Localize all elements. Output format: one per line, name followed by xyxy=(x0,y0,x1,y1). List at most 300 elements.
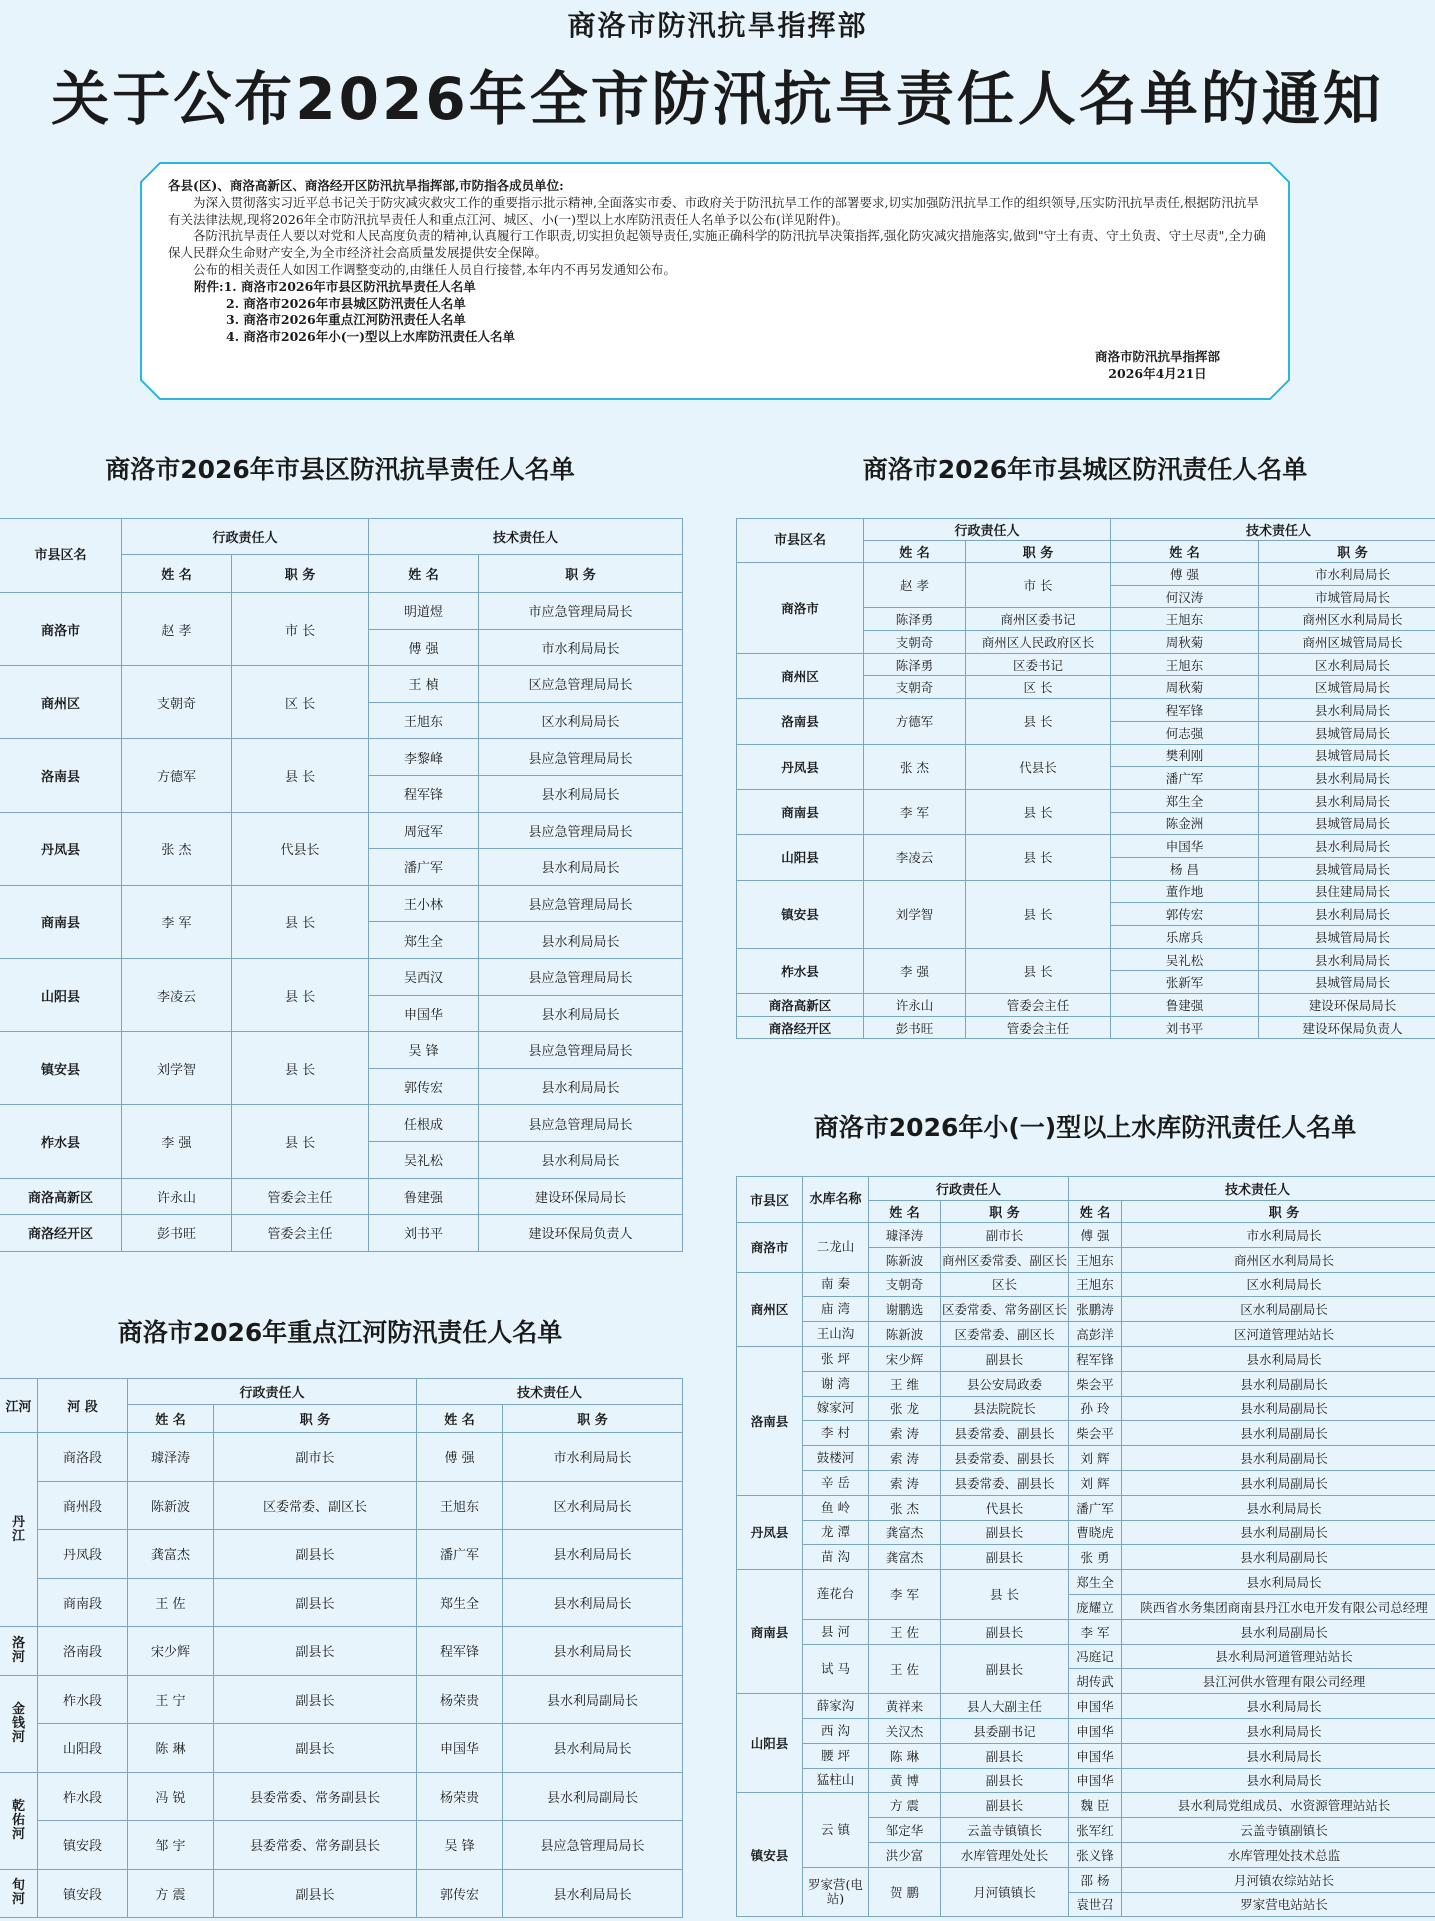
admin-name-cell: 支朝奇 xyxy=(864,676,966,699)
admin-name-cell: 彭书旺 xyxy=(864,1016,966,1039)
admin-name-cell: 方 震 xyxy=(869,1793,941,1818)
tech-name-cell: 申国华 xyxy=(1111,835,1259,858)
admin-name-cell: 陈泽勇 xyxy=(864,653,966,676)
county-cell: 商洛市 xyxy=(737,563,864,654)
tech-name-cell: 杨 昌 xyxy=(1111,857,1259,880)
table-row xyxy=(0,1481,683,1530)
admin-post-cell: 副县长 xyxy=(941,1545,1069,1570)
tech-name-cell: 胡传武 xyxy=(1069,1669,1122,1694)
table-row xyxy=(737,1421,1435,1446)
table-row xyxy=(737,1322,1435,1347)
admin-name-cell: 陈新波 xyxy=(128,1481,214,1530)
county-cell: 丹凤县 xyxy=(737,744,864,789)
admin-name-cell: 王 佐 xyxy=(869,1619,941,1644)
admin-name-cell: 李 强 xyxy=(122,1105,232,1178)
admin-post-cell: 区 长 xyxy=(966,676,1111,699)
col-header-admin: 行政责任人 xyxy=(122,519,369,555)
tech-post-cell: 县水利局局长 xyxy=(1259,948,1435,971)
admin-name-cell: 龚富杰 xyxy=(128,1530,214,1579)
table-row xyxy=(737,1446,1435,1471)
tech-post-cell: 县水利局局长 xyxy=(1122,1495,1435,1520)
tech-post-cell: 建设环保局负责人 xyxy=(479,1215,683,1252)
admin-name-cell: 宋少辉 xyxy=(128,1627,214,1676)
tech-post-cell: 县水利局局长 xyxy=(1259,767,1435,790)
tech-post-cell: 县水利局党组成员、水资源管理站站长 xyxy=(1122,1793,1435,1818)
admin-name-cell: 索 涛 xyxy=(869,1421,941,1446)
admin-post-cell: 副县长 xyxy=(941,1793,1069,1818)
notice-attachment: 2. 商洛市2026年市县城区防汛责任人名单 xyxy=(226,295,466,311)
county-cell: 柞水县 xyxy=(737,948,864,993)
tech-name-cell: 申国华 xyxy=(1069,1694,1122,1719)
section-cell: 洛南段 xyxy=(38,1627,128,1676)
admin-post-cell: 副县长 xyxy=(941,1619,1069,1644)
col-header-tech: 技术责任人 xyxy=(369,519,683,555)
tech-name-cell: 袁世召 xyxy=(1069,1892,1122,1917)
tech-post-cell: 区水利局局长 xyxy=(1259,653,1435,676)
tech-post-cell: 县水利局副局长 xyxy=(1122,1421,1435,1446)
tech-post-cell: 市水利局局长 xyxy=(1259,563,1435,586)
col-header-admin: 行政责任人 xyxy=(128,1379,417,1405)
admin-name-cell: 黄祥来 xyxy=(869,1694,941,1719)
reservoir-name-cell: 西 沟 xyxy=(803,1718,869,1743)
admin-post-cell: 区委常委、常务副区长 xyxy=(941,1297,1069,1322)
admin-name-cell: 彭书旺 xyxy=(122,1215,232,1252)
table2-urban-flood-responsible xyxy=(736,518,1435,1039)
admin-post-cell: 代县长 xyxy=(941,1495,1069,1520)
table3-river-flood-responsible xyxy=(0,1378,683,1918)
admin-post-cell: 副县长 xyxy=(941,1520,1069,1545)
tech-post-cell: 县水利局副局长 xyxy=(1122,1619,1435,1644)
tech-post-cell: 县应急管理局局长 xyxy=(479,885,683,922)
table-row xyxy=(0,958,683,995)
tech-name-cell: 郑生全 xyxy=(369,922,479,959)
county-cell: 柞水县 xyxy=(0,1105,122,1178)
table-row xyxy=(737,835,1435,858)
tech-name-cell: 冯庭记 xyxy=(1069,1644,1122,1669)
tech-name-cell: 潘广军 xyxy=(417,1530,503,1579)
tech-post-cell: 县水利局局长 xyxy=(1122,1743,1435,1768)
admin-name-cell: 李 军 xyxy=(864,789,966,834)
tech-post-cell: 县水利局副局长 xyxy=(503,1675,683,1724)
reservoir-name-cell: 鼓楼河 xyxy=(803,1446,869,1471)
admin-name-cell: 陈 琳 xyxy=(128,1724,214,1773)
table-row xyxy=(0,1627,683,1676)
table3-title: 商洛市2026年重点江河防汛责任人名单 xyxy=(117,1318,563,1347)
county-cell: 镇安县 xyxy=(737,880,864,948)
tech-post-cell: 县水利局局长 xyxy=(503,1724,683,1773)
col-header-name: 姓 名 xyxy=(128,1405,214,1433)
admin-post-cell: 县 长 xyxy=(966,789,1111,834)
tech-post-cell: 商州区城管局局长 xyxy=(1259,631,1435,654)
tech-name-cell: 王旭东 xyxy=(1111,608,1259,631)
admin-post-cell: 副县长 xyxy=(214,1869,417,1918)
county-cell: 商洛经开区 xyxy=(737,1016,864,1039)
admin-post-cell: 副县长 xyxy=(941,1644,1069,1694)
admin-name-cell: 方德军 xyxy=(122,739,232,812)
reservoir-name-cell: 南 秦 xyxy=(803,1272,869,1297)
admin-post-cell: 市 长 xyxy=(966,563,1111,608)
tech-post-cell: 市应急管理局局长 xyxy=(479,593,683,630)
tech-name-cell: 郑生全 xyxy=(1111,789,1259,812)
admin-name-cell: 黄 博 xyxy=(869,1768,941,1793)
tech-name-cell: 程军锋 xyxy=(417,1627,503,1676)
tech-name-cell: 潘广军 xyxy=(1069,1495,1122,1520)
tech-name-cell: 刘 辉 xyxy=(1069,1470,1122,1495)
admin-name-cell: 索 涛 xyxy=(869,1470,941,1495)
admin-post-cell: 县委常委、常务副县长 xyxy=(214,1821,417,1870)
tech-name-cell: 王旭东 xyxy=(1069,1272,1122,1297)
tech-post-cell: 商州区水利局局长 xyxy=(1259,608,1435,631)
admin-post-cell: 副市长 xyxy=(214,1433,417,1482)
tech-name-cell: 程军锋 xyxy=(369,775,479,812)
admin-post-cell: 月河镇镇长 xyxy=(941,1867,1069,1917)
admin-post-cell: 副县长 xyxy=(941,1743,1069,1768)
admin-post-cell: 代县长 xyxy=(232,812,369,885)
tech-name-cell: 周秋菊 xyxy=(1111,631,1259,654)
table-row xyxy=(737,563,1435,586)
table1-county-flood-responsible xyxy=(0,518,683,1252)
tech-post-cell: 区河道管理站站长 xyxy=(1122,1322,1435,1347)
admin-post-cell: 副县长 xyxy=(214,1530,417,1579)
tech-post-cell: 县应急管理局局长 xyxy=(479,1032,683,1069)
table-row xyxy=(737,1346,1435,1371)
col-header-reservoir: 水库名称 xyxy=(803,1177,869,1223)
col-header-section: 河 段 xyxy=(38,1379,128,1433)
reservoir-name-cell: 苗 沟 xyxy=(803,1545,869,1570)
tech-name-cell: 刘 辉 xyxy=(1069,1446,1122,1471)
tech-name-cell: 潘广军 xyxy=(1111,767,1259,790)
admin-post-cell: 县 长 xyxy=(966,835,1111,880)
col-header-name: 姓 名 xyxy=(122,555,232,593)
admin-name-cell: 谢鹏选 xyxy=(869,1297,941,1322)
section-cell: 商州段 xyxy=(38,1481,128,1530)
tech-post-cell: 区城管局局长 xyxy=(1259,676,1435,699)
tech-name-cell: 程军锋 xyxy=(1069,1346,1122,1371)
county-cell: 商州区 xyxy=(737,653,864,698)
tech-post-cell: 县水利局局长 xyxy=(479,849,683,886)
tech-post-cell: 区水利局副局长 xyxy=(1122,1297,1435,1322)
admin-name-cell: 陈泽勇 xyxy=(864,608,966,631)
admin-name-cell: 邹 宇 xyxy=(128,1821,214,1870)
table-row xyxy=(737,1371,1435,1396)
tech-name-cell: 郭传宏 xyxy=(1111,903,1259,926)
admin-post-cell: 县委常委、常务副县长 xyxy=(214,1772,417,1821)
admin-post-cell: 管委会主任 xyxy=(232,1178,369,1215)
county-cell: 洛南县 xyxy=(0,739,122,812)
tech-name-cell: 樊利刚 xyxy=(1111,744,1259,767)
tech-name-cell: 郑生全 xyxy=(417,1578,503,1627)
tech-name-cell: 明道煜 xyxy=(369,593,479,630)
tech-name-cell: 郭传宏 xyxy=(417,1869,503,1918)
admin-name-cell: 张 杰 xyxy=(869,1495,941,1520)
tech-name-cell: 任根成 xyxy=(369,1105,479,1142)
table-row xyxy=(737,1223,1435,1248)
reservoir-name-cell: 二龙山 xyxy=(803,1223,869,1273)
tech-post-cell: 县水利局局长 xyxy=(1122,1694,1435,1719)
admin-post-cell: 副县长 xyxy=(214,1724,417,1773)
tech-name-cell: 申国华 xyxy=(1069,1768,1122,1793)
admin-post-cell: 市 长 xyxy=(232,593,369,666)
admin-name-cell: 陈新波 xyxy=(869,1247,941,1272)
reservoir-name-cell: 薛家沟 xyxy=(803,1694,869,1719)
admin-name-cell: 李 军 xyxy=(122,885,232,958)
county-cell: 镇安县 xyxy=(0,1032,122,1105)
admin-post-cell: 副县长 xyxy=(941,1346,1069,1371)
tech-post-cell: 县住建局局长 xyxy=(1259,880,1435,903)
admin-post-cell: 水库管理处处长 xyxy=(941,1842,1069,1867)
table-row xyxy=(737,1396,1435,1421)
tech-post-cell: 建设环保局局长 xyxy=(1259,994,1435,1017)
tech-name-cell: 王 楨 xyxy=(369,666,479,703)
tech-post-cell: 县应急管理局局长 xyxy=(479,812,683,849)
reservoir-name-cell: 莲花台 xyxy=(803,1570,869,1620)
tech-post-cell: 县城管局局长 xyxy=(1259,744,1435,767)
admin-post-cell: 县 长 xyxy=(232,739,369,812)
notice-attachment: 3. 商洛市2026年重点江河防汛责任人名单 xyxy=(226,312,466,328)
table-row xyxy=(0,1178,683,1215)
admin-post-cell: 县人大副主任 xyxy=(941,1694,1069,1719)
table-row xyxy=(737,1272,1435,1297)
tech-post-cell: 县江河供水管理有限公司经理 xyxy=(1122,1669,1435,1694)
table-row xyxy=(737,1297,1435,1322)
admin-post-cell: 县 长 xyxy=(966,948,1111,993)
admin-name-cell: 关汉杰 xyxy=(869,1718,941,1743)
admin-name-cell: 王 维 xyxy=(869,1371,941,1396)
county-cell: 洛南县 xyxy=(737,1346,803,1495)
tech-name-cell: 何志强 xyxy=(1111,721,1259,744)
notice-title: 关于公布2026年全市防汛抗旱责任人名单的通知 xyxy=(51,65,1384,133)
table-row xyxy=(0,1724,683,1773)
tech-name-cell: 郭传宏 xyxy=(369,1068,479,1105)
notice-attachment: 附件:1. 商洛市2026年市县区防汛抗旱责任人名单 xyxy=(194,278,476,294)
tech-name-cell: 邵 杨 xyxy=(1069,1867,1122,1892)
admin-name-cell: 陈 琳 xyxy=(869,1743,941,1768)
table-row xyxy=(737,653,1435,676)
col-header-post: 职 务 xyxy=(1122,1201,1435,1223)
table3-body xyxy=(0,1433,683,1918)
admin-post-cell: 县 长 xyxy=(232,1105,369,1178)
col-header-post: 职 务 xyxy=(214,1405,417,1433)
tech-name-cell: 周秋菊 xyxy=(1111,676,1259,699)
tech-post-cell: 县水利局局长 xyxy=(503,1627,683,1676)
tech-post-cell: 县水利局局长 xyxy=(1259,835,1435,858)
table-row xyxy=(0,1530,683,1579)
tech-post-cell: 建设环保局局长 xyxy=(479,1178,683,1215)
county-cell: 商南县 xyxy=(737,789,864,834)
tech-post-cell: 县水利局副局长 xyxy=(1122,1470,1435,1495)
tech-name-cell: 魏 臣 xyxy=(1069,1793,1122,1818)
county-cell: 洛南县 xyxy=(737,699,864,744)
col-header-county: 市县区名 xyxy=(0,519,122,593)
admin-name-cell: 洪少富 xyxy=(869,1842,941,1867)
admin-post-cell: 副县长 xyxy=(214,1675,417,1724)
tech-name-cell: 鲁建强 xyxy=(369,1178,479,1215)
admin-post-cell: 县 长 xyxy=(966,880,1111,948)
admin-name-cell: 索 涛 xyxy=(869,1446,941,1471)
admin-name-cell: 龚富杰 xyxy=(869,1545,941,1570)
county-cell: 商洛经开区 xyxy=(0,1215,122,1252)
county-cell: 商州区 xyxy=(0,666,122,739)
tech-name-cell: 王旭东 xyxy=(1069,1247,1122,1272)
section-cell: 柞水段 xyxy=(38,1772,128,1821)
col-header-name: 姓 名 xyxy=(869,1201,941,1223)
table-row xyxy=(0,1675,683,1724)
tech-name-cell: 申国华 xyxy=(417,1724,503,1773)
admin-post-cell: 县公安局政委 xyxy=(941,1371,1069,1396)
table-row xyxy=(0,1578,683,1627)
admin-post-cell: 副县长 xyxy=(214,1578,417,1627)
county-cell: 商南县 xyxy=(0,885,122,958)
tech-post-cell: 县水利局副局长 xyxy=(1122,1520,1435,1545)
tech-name-cell: 傅 强 xyxy=(1069,1223,1122,1248)
table-row xyxy=(0,593,683,630)
table-row xyxy=(737,1694,1435,1719)
admin-name-cell: 李 强 xyxy=(864,948,966,993)
admin-name-cell: 李 军 xyxy=(869,1570,941,1620)
notice-body xyxy=(168,178,1268,346)
admin-post-cell: 县 长 xyxy=(232,1032,369,1105)
county-cell: 丹凤县 xyxy=(0,812,122,885)
tech-name-cell: 傅 强 xyxy=(369,629,479,666)
tech-post-cell: 县水利局局长 xyxy=(479,995,683,1032)
county-cell: 商南县 xyxy=(737,1570,803,1694)
tech-name-cell: 王旭东 xyxy=(417,1481,503,1530)
notice-attachment: 4. 商洛市2026年小(一)型以上水库防汛责任人名单 xyxy=(226,329,516,345)
tech-name-cell: 刘书平 xyxy=(1111,1016,1259,1039)
admin-name-cell: 支朝奇 xyxy=(864,631,966,654)
tech-post-cell: 县水利局局长 xyxy=(503,1869,683,1918)
reservoir-name-cell: 张 坪 xyxy=(803,1346,869,1371)
col-header-post: 职 务 xyxy=(1259,541,1435,563)
river-cell: 金钱河 xyxy=(0,1675,38,1772)
admin-post-cell: 县 长 xyxy=(966,699,1111,744)
tech-post-cell: 县城管局局长 xyxy=(1259,857,1435,880)
tech-post-cell: 陕西省水务集团商南县丹江水电开发有限公司总经理 xyxy=(1122,1594,1435,1619)
tech-name-cell: 周冠军 xyxy=(369,812,479,849)
tech-post-cell: 市水利局局长 xyxy=(503,1433,683,1482)
admin-post-cell: 管委会主任 xyxy=(966,1016,1111,1039)
reservoir-name-cell: 县 河 xyxy=(803,1619,869,1644)
admin-post-cell: 副县长 xyxy=(941,1768,1069,1793)
table-row xyxy=(737,948,1435,971)
table-row xyxy=(737,1867,1435,1892)
tech-name-cell: 吴礼松 xyxy=(369,1141,479,1178)
tech-name-cell: 庞耀立 xyxy=(1069,1594,1122,1619)
admin-post-cell: 县委常委、副县长 xyxy=(941,1421,1069,1446)
table-row xyxy=(0,1105,683,1142)
tech-post-cell: 云盖寺镇副镇长 xyxy=(1122,1818,1435,1843)
tech-post-cell: 县水利局副局长 xyxy=(1122,1446,1435,1471)
admin-name-cell: 方德军 xyxy=(864,699,966,744)
admin-post-cell: 管委会主任 xyxy=(966,994,1111,1017)
county-cell: 山阳县 xyxy=(0,958,122,1031)
tech-post-cell: 县应急管理局局长 xyxy=(479,958,683,995)
river-cell: 洛河 xyxy=(0,1627,38,1676)
tech-name-cell: 柴会平 xyxy=(1069,1371,1122,1396)
admin-post-cell: 区委常委、副区长 xyxy=(941,1322,1069,1347)
tech-post-cell: 县水利局副局长 xyxy=(1122,1545,1435,1570)
tech-name-cell: 王旭东 xyxy=(369,702,479,739)
reservoir-name-cell: 王山沟 xyxy=(803,1322,869,1347)
tech-name-cell: 董作地 xyxy=(1111,880,1259,903)
table-row xyxy=(0,1772,683,1821)
admin-name-cell: 方 震 xyxy=(128,1869,214,1918)
tech-post-cell: 水库管理处技术总监 xyxy=(1122,1842,1435,1867)
tech-post-cell: 县水利局局长 xyxy=(1259,903,1435,926)
admin-name-cell: 张 杰 xyxy=(122,812,232,885)
tech-post-cell: 县城管局局长 xyxy=(1259,812,1435,835)
tech-post-cell: 县水利局局长 xyxy=(503,1530,683,1579)
table-row xyxy=(737,994,1435,1017)
table2-title: 商洛市2026年市县城区防汛责任人名单 xyxy=(862,455,1308,484)
notice-signature-block xyxy=(1095,348,1220,382)
tech-name-cell: 鲁建强 xyxy=(1111,994,1259,1017)
admin-name-cell: 许永山 xyxy=(864,994,966,1017)
tech-post-cell: 市水利局局长 xyxy=(1122,1223,1435,1248)
tech-name-cell: 曹晓虎 xyxy=(1069,1520,1122,1545)
reservoir-name-cell: 嫁家河 xyxy=(803,1396,869,1421)
tech-name-cell: 吴西汉 xyxy=(369,958,479,995)
notice-date: 2026年4月21日 xyxy=(1108,366,1207,381)
admin-post-cell: 云盖寺镇镇长 xyxy=(941,1818,1069,1843)
tech-name-cell: 张军红 xyxy=(1069,1818,1122,1843)
tech-post-cell: 县水利局局长 xyxy=(503,1578,683,1627)
admin-post-cell: 商州区委书记 xyxy=(966,608,1111,631)
tech-name-cell: 张鹏涛 xyxy=(1069,1297,1122,1322)
county-cell: 镇安县 xyxy=(737,1793,803,1917)
admin-post-cell: 县 长 xyxy=(232,958,369,1031)
notice-paragraph: 各防汛抗旱责任人要以对党和人民高度负责的精神,认真履行工作职责,切实担负起领导责任,实施正确科学的防汛抗旱决策指挥,强化防灾减灾措施落实,做到"守土有责、守土负责、守土尽责",全力确保人民群众生命财产安全,为全市经济社会高质量发展提供安全保障。 xyxy=(168,228,1266,261)
tech-post-cell: 县水利局局长 xyxy=(1259,699,1435,722)
table-row xyxy=(737,1768,1435,1793)
col-header-county: 市县区名 xyxy=(737,519,864,563)
tech-post-cell: 区水利局局长 xyxy=(479,702,683,739)
table-row xyxy=(0,1821,683,1870)
admin-name-cell: 支朝奇 xyxy=(869,1272,941,1297)
col-header-river: 江河 xyxy=(0,1379,38,1433)
reservoir-name-cell: 罗家营(电站) xyxy=(803,1867,869,1917)
tech-post-cell: 县城管局局长 xyxy=(1259,971,1435,994)
table4-reservoir-flood-responsible xyxy=(736,1176,1435,1917)
tech-name-cell: 刘书平 xyxy=(369,1215,479,1252)
table-row xyxy=(0,1433,683,1482)
tech-name-cell: 陈金洲 xyxy=(1111,812,1259,835)
tech-name-cell: 张 勇 xyxy=(1069,1545,1122,1570)
admin-name-cell: 王 佐 xyxy=(128,1578,214,1627)
notice-paragraph: 为深入贯彻落实习近平总书记关于防灾减灾救灾工作的重要指示批示精神,全面落实市委、市政府关于防汛抗旱工作的部署要求,切实加强防汛抗旱工作的组织领导,压实防汛抗旱责任,根据防汛抗旱有关法律法规,现将2026年全市防汛抗旱责任人和重点江河、城区、小(一)型以上水库防汛责任人名单予以公布(详见附件)。 xyxy=(168,194,1259,227)
admin-post-cell: 商州区人民政府区长 xyxy=(966,631,1111,654)
reservoir-name-cell: 龙 潭 xyxy=(803,1520,869,1545)
tech-post-cell: 县水利局局长 xyxy=(1122,1346,1435,1371)
tech-post-cell: 建设环保局负责人 xyxy=(1259,1016,1435,1039)
admin-post-cell: 县 长 xyxy=(232,885,369,958)
table-row xyxy=(737,699,1435,722)
reservoir-name-cell: 庙 湾 xyxy=(803,1297,869,1322)
admin-post-cell: 区委书记 xyxy=(966,653,1111,676)
reservoir-name-cell: 云 镇 xyxy=(803,1793,869,1867)
admin-name-cell: 龚富杰 xyxy=(869,1520,941,1545)
tech-post-cell: 商州区水利局局长 xyxy=(1122,1247,1435,1272)
section-cell: 商南段 xyxy=(38,1578,128,1627)
reservoir-name-cell: 腰 坪 xyxy=(803,1743,869,1768)
section-cell: 商洛段 xyxy=(38,1433,128,1482)
admin-name-cell: 李凌云 xyxy=(122,958,232,1031)
table-row xyxy=(0,1032,683,1069)
tech-post-cell: 县应急管理局局长 xyxy=(479,1105,683,1142)
county-cell: 商洛市 xyxy=(0,593,122,666)
admin-name-cell: 赵 孝 xyxy=(864,563,966,608)
admin-name-cell: 张 龙 xyxy=(869,1396,941,1421)
